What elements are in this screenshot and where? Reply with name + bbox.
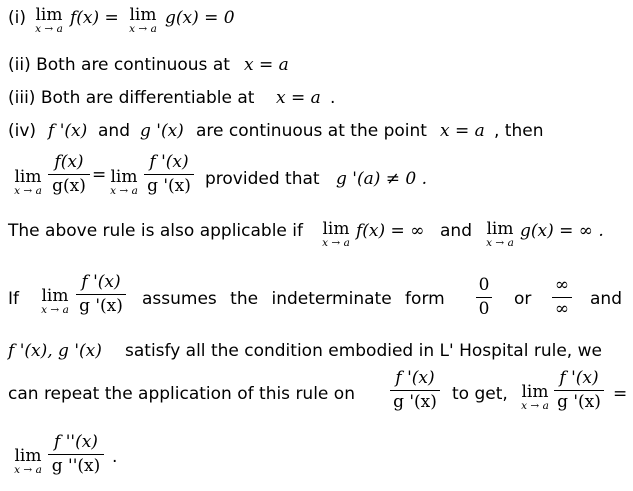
fraction-f-over-g: f(x) g(x) [48,152,90,197]
fraction-fprime-over-gprime: f '(x) g '(x) [390,368,440,413]
f-prime-expression: f '(x) [48,121,88,141]
assumes-text: assumes the indeterminate form [142,289,445,309]
condition-iv-math: x = a [440,121,485,141]
limit-operator: lim x → a [322,219,350,249]
fraction-fprime-over-gprime: f '(x) g '(x) [76,272,126,317]
satisfy-text: satisfy all the condition embodied in L' Hospital rule, we [125,341,602,361]
condition-iii-text: (iii) Both are differentiable at [8,88,255,108]
limit-operator: lim x → a [521,382,549,412]
condition-iii-math: x = a [276,88,321,108]
limit-f-expression: f(x) = [70,8,119,28]
condition-iv-then: , then [494,121,544,141]
condition-g-prime-nonzero: g '(a) ≠ 0 . [336,169,428,189]
equals-sign: = [92,165,107,185]
condition-ii-math: x = a [244,55,289,75]
final-period: . [112,447,118,467]
limit-operator: lim x → a [14,167,42,197]
limit-operator: lim x → a [110,167,138,197]
condition-iv-label: (iv) [8,121,37,141]
and-word: and [590,289,622,309]
fraction-zero-over-zero: 0 0 [476,275,492,320]
provided-that-text: provided that [205,169,320,189]
limit-operator: lim x → a [41,286,69,316]
to-get-text: to get, [452,384,508,404]
repeat-text: can repeat the application of this rule on [8,384,355,404]
condition-i-label: (i) [8,8,26,28]
and-word: and [440,221,472,241]
limit-operator: lim x → a [486,219,514,249]
f-infinity-expression: f(x) = ∞ [356,221,425,241]
fraction-fprime-over-gprime: f '(x) g '(x) [554,368,604,413]
applicable-text: The above rule is also applicable if [8,221,303,241]
if-word: If [8,289,19,309]
and-word: and [98,121,130,141]
equals-sign: = [613,384,628,404]
fraction-fdoubleprime-over-gdoubleprime: f ''(x) g ''(x) [48,432,104,477]
fraction-fprime-over-gprime: f '(x) g '(x) [144,152,194,197]
limit-g-expression: g(x) = 0 [165,8,235,28]
limit-operator: lim x → a [35,5,63,35]
fraction-infinity-over-infinity: ∞ ∞ [552,275,572,320]
g-prime-expression: g '(x) [140,121,184,141]
limit-operator: lim x → a [14,446,42,476]
limit-operator: lim x → a [129,5,157,35]
condition-iii-period: . [330,88,336,108]
f-g-prime-pair: f '(x), g '(x) [8,341,102,361]
g-infinity-expression: g(x) = ∞ . [520,221,604,241]
or-word: or [514,289,532,309]
condition-ii-text: (ii) Both are continuous at [8,55,230,75]
condition-iv-text: are continuous at the point [196,121,427,141]
